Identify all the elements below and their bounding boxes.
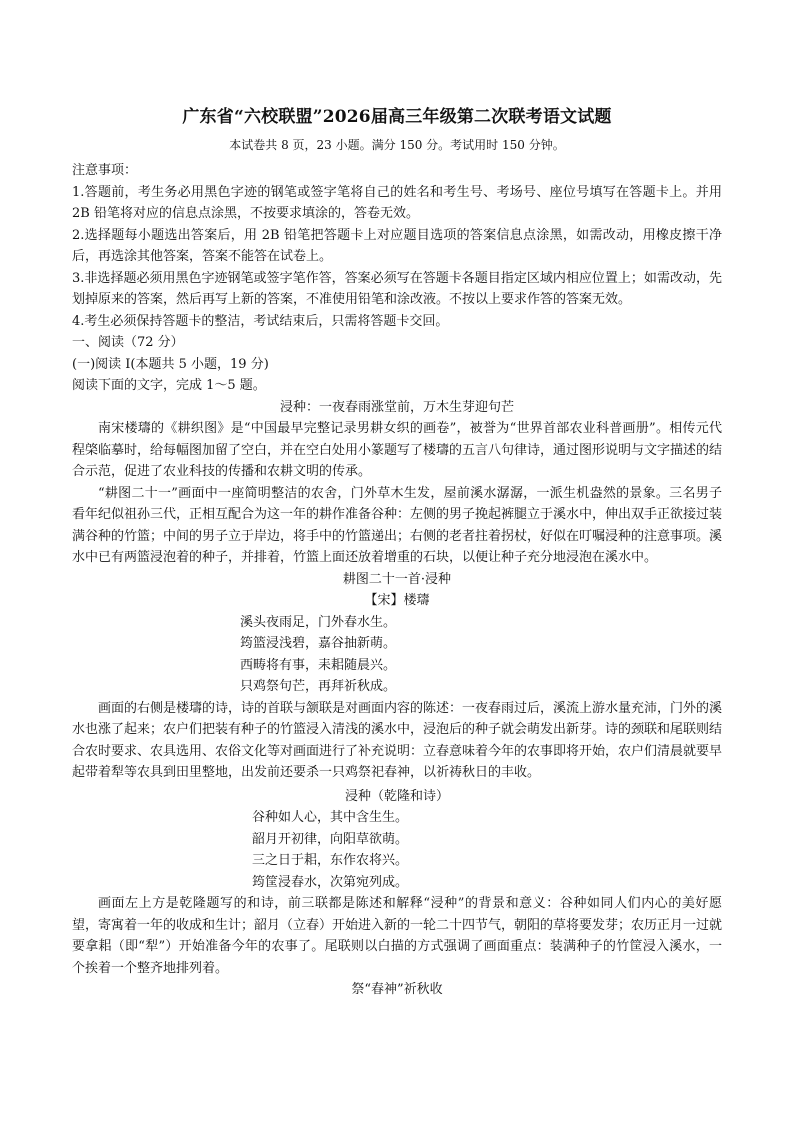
- exam-subtitle: 本试卷共 8 页，23 小题。满分 150 分。考试用时 150 分钟。: [229, 138, 565, 152]
- notice-item-3: 3.非选择题必须用黑色字迹钢笔或签字笔作答，答案必须写在答题卡各题目指定区域内相应位置上；如需改动，先划掉原来的答案，然后再写上新的答案，不准使用铅笔和涂改液。不按以上要求作答的答案无效。: [72, 270, 722, 307]
- poem1-line-1: 溪头夜雨足，门外春水生。: [240, 614, 397, 630]
- poem1-line-3: 西畴将有事，耒耜随晨兴。: [240, 657, 397, 673]
- exam-title: 广东省“六校联盟”2026届高三年级第二次联考语文试题: [182, 107, 612, 127]
- section-instruction: 阅读下面的文字，完成 1～5 题。: [72, 378, 266, 393]
- poem1-title: 耕图二十一首·浸种: [342, 571, 452, 587]
- poem2-line-2: 韶月开初律，向阳草欲萌。: [252, 831, 409, 847]
- poem2-line-1: 谷种如人心，其中含生生。: [252, 810, 409, 825]
- section-heading: 一、阅读（72 分）: [72, 335, 184, 350]
- notice-heading: 注意事项：: [72, 163, 138, 178]
- notice-item-1: 1.答题前，考生务必用黑色字迹的钢笔或签字笔将自己的姓名和考生号、考场号、座位号填写在答题卡上。并用 2B 铅笔将对应的信息点涂黑，不按要求填涂的，答卷无效。: [72, 184, 722, 221]
- notice-item-4: 4.考生必须保持答题卡的整洁，考试结束后，只需将答题卡交回。: [72, 313, 449, 329]
- article-paragraph-2: “耕图二十一”画面中一座简明整洁的农舍，门外草木生发，屋前溪水潺潺，一派生机盎然的景象。三名男子看年纪似祖孙三代，正相互配合为这一年的耕作准备谷种：左侧的男子挽起裤腿立于溪水中，伸出双手正欲接过装满谷种的竹篮；中间的男子立于岸边，将手中的竹篮递出；右侧的老者拄着拐杖，好似在叮嘱浸种的注意事项。溪水中已有两篮浸泡着的种子，并排着，竹篮上面还放着增重的石块，以便让种子充分地浸泡在溪水中。: [72, 485, 723, 565]
- article-paragraph-1: 南宋楼璹的《耕织图》是“中国最早完整记录男耕女织的画卷”，被誉为“世界首部农业科普画册”。相传元代程棨临摹时，给每幅图加留了空白，并在空白处用小篆题写了楼璹的五言八句律诗，通过图形说明与文字描述的结合示范，促进了农业科技的传播和农耕文明的传承。: [72, 421, 723, 479]
- article-paragraph-3: 画面的右侧是楼璹的诗，诗的首联与颔联是对画面内容的陈述：一夜春雨过后，溪流上游水量充沛，门外的溪水也涨了起来；农户们把装有种子的竹篮浸入清浅的溪水中，浸泡后的种子就会萌发出新芽。诗的颈联和尾联则结合农时要求、农具选用、农俗文化等对画面进行了补充说明：立春意味着今年的农事即将开始，农户们清晨就要早起带着犁等农具到田里整地，出发前还要杀一只鸡祭祀春神，以祈祷秋日的丰收。: [72, 700, 723, 780]
- subsection-title: 祭“春神”祈秋收: [351, 982, 443, 997]
- poem2-title: 浸种（乾隆和诗）: [344, 788, 449, 804]
- exam-page: [72, 104, 722, 1001]
- poem1-line-2: 筠篮浸浅碧，嘉谷抽新萌。: [240, 636, 397, 651]
- article-paragraph-4: 画面左上方是乾隆题写的和诗，前三联都是陈述和解释“浸种”的背景和意义：谷种如同人们内心的美好愿望，寄寓着一年的收成和生计；韶月（立春）开始进入新的一轮二十四节气，朝阳的草将要发芽；农历正月一过就要拿耜（即“犁”）开始准备今年的农事了。尾联则以白描的方式强调了画面重点：装满种子的竹筐浸入溪水，一个挨着一个整齐地排列着。: [72, 896, 723, 976]
- poem2-line-4: 筠筐浸春水，次第宛列成。: [252, 874, 409, 890]
- poem2-line-3: 三之日于耜，东作农将兴。: [252, 853, 409, 868]
- section-subheading: (一)阅读 I(本题共 5 小题，19 分): [72, 356, 269, 372]
- poem1-author: 【宋】楼璹: [364, 593, 430, 608]
- poem1-line-4: 只鸡祭句芒，再拜祈秋成。: [240, 679, 397, 694]
- article-title: 浸种：一夜春雨涨堂前，万木生芽迎句芒: [279, 399, 514, 415]
- notice-item-2: 2.选择题每小题选出答案后，用 2B 铅笔把答题卡上对应题目选项的答案信息点涂黑，如需改动，用橡皮擦干净后，再选涂其他答案，答案不能答在试卷上。: [72, 227, 722, 264]
